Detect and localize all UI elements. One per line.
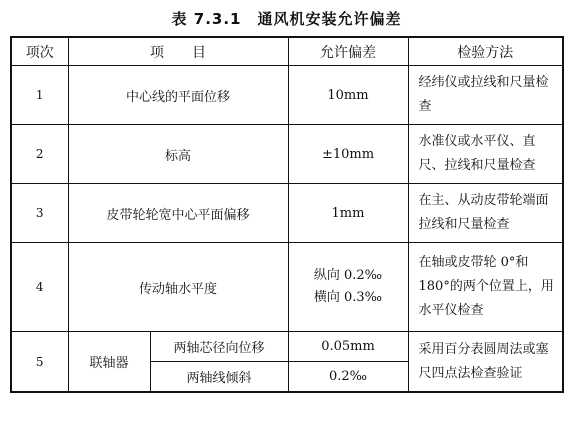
table-row xyxy=(11,66,563,125)
row-index: 2 xyxy=(11,125,68,184)
row-index: 4 xyxy=(11,243,68,332)
row-item: 皮带轮轮宽中心平面偏移 xyxy=(68,184,288,243)
row-item: 传动轴水平度 xyxy=(68,243,288,332)
header-tolerance: 允许偏差 xyxy=(288,37,408,66)
row-tolerance: 0.05mm xyxy=(288,332,408,362)
row-index: 1 xyxy=(11,66,68,125)
row-method: 在轴或皮带轮 0°和 180°的两个位置上，用水平仪检查 xyxy=(408,243,563,332)
row-method: 水准仪或水平仪、直尺、拉线和尺量检查 xyxy=(408,125,563,184)
table-row xyxy=(11,243,563,332)
header-item: 项 目 xyxy=(68,37,288,66)
table-title: 表 7.3.1 通风机安装允许偏差 xyxy=(171,10,402,28)
row-tolerance xyxy=(288,243,408,332)
row-tolerance: 1mm xyxy=(288,184,408,243)
table-row xyxy=(11,332,563,362)
row-sub-item: 两轴线倾斜 xyxy=(150,362,288,393)
row-tolerance: ±10mm xyxy=(288,125,408,184)
tolerance-longitudinal: 纵向 0.2‰ xyxy=(313,268,383,283)
row-index: 3 xyxy=(11,184,68,243)
header-index: 项次 xyxy=(11,37,68,66)
row-method: 在主、从动皮带轮端面拉线和尺量检查 xyxy=(408,184,563,243)
header-row xyxy=(11,37,563,66)
row-item-group: 联轴器 xyxy=(68,332,150,393)
row-method: 经纬仪或拉线和尺量检查 xyxy=(408,66,563,125)
tolerance-transverse: 横向 0.3‰ xyxy=(313,290,383,305)
table-row xyxy=(11,125,563,184)
header-method: 检验方法 xyxy=(408,37,563,66)
row-tolerance: 10mm xyxy=(288,66,408,125)
tolerance-table xyxy=(10,36,564,393)
row-index: 5 xyxy=(11,332,68,393)
row-item: 标高 xyxy=(68,125,288,184)
table-row xyxy=(11,184,563,243)
row-method: 采用百分表圆周法或塞尺四点法检查验证 xyxy=(408,332,563,393)
row-sub-item: 两轴芯径向位移 xyxy=(150,332,288,362)
row-item: 中心线的平面位移 xyxy=(68,66,288,125)
row-tolerance: 0.2‰ xyxy=(288,362,408,393)
